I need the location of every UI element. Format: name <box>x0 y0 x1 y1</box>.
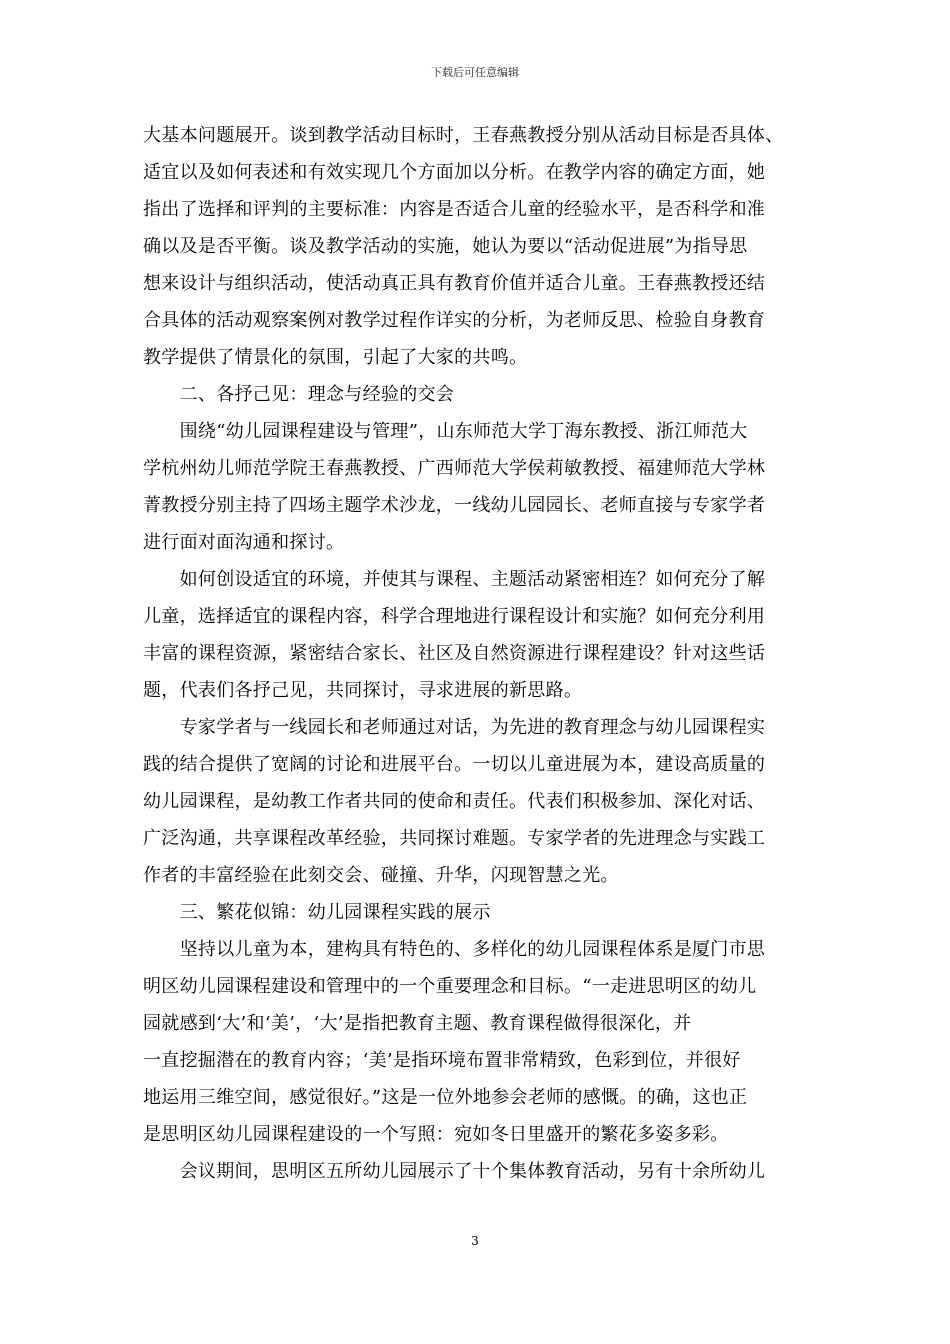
text-line: 幼儿园课程，是幼教工作者共同的使命和责任。代表们积极参加、深化对话、 <box>143 791 766 812</box>
document-body <box>143 117 807 1190</box>
text-line: 是思明区幼儿园课程建设的一个写照：宛如冬日里盛开的繁花多姿多彩。 <box>143 1124 729 1145</box>
text-line: 题，代表们各抒己见，共同探讨，寻求进展的新思路。 <box>143 680 583 701</box>
text-line: 地运用三维空间，感觉很好。”这是一位外地参会老师的感慨。的确，这也正 <box>143 1087 748 1108</box>
text-line: 儿童，选择适宜的课程内容，科学合理地进行课程设计和实施？如何充分利用 <box>143 606 766 627</box>
text-line: 一直挖掘潜在的教育内容；‘美’是指环境布置非常精致，色彩到位，并很好 <box>143 1050 741 1071</box>
section-heading: 三、繁花似锦：幼儿园课程实践的展示 <box>143 902 491 923</box>
section-heading: 二、各抒己见：理念与经验的交会 <box>143 384 455 405</box>
text-line: 践的结合提供了宽阔的讨论和进展平台。一切以儿童进展为本，建设高质量的 <box>143 754 766 775</box>
text-line: 想来设计与组织活动，使活动真正具有教育价值并适合儿童。王春燕教授还结 <box>143 273 766 294</box>
text-line: 专家学者与一线园长和老师通过对话，为先进的教育理念与幼儿园课程实 <box>143 717 766 738</box>
text-line: 进行面对面沟通和探讨。 <box>143 532 345 553</box>
text-line: 大基本问题展开。谈到教学活动目标时，王春燕教授分别从活动目标是否具体、 <box>143 125 784 146</box>
text-line: 学杭州幼儿师范学院王春燕教授、广西师范大学侯莉敏教授、福建师范大学林 <box>143 458 766 479</box>
text-line: 园就感到‘大’和‘美’，‘大’是指把教育主题、教育课程做得很深化，并 <box>143 1013 692 1034</box>
text-line: 指出了选择和评判的主要标准：内容是否适合儿童的经验水平，是否科学和准 <box>143 199 766 220</box>
text-line: 丰富的课程资源，紧密结合家长、社区及自然资源进行课程建设？针对这些话 <box>143 643 766 664</box>
text-line: 作者的丰富经验在此刻交会、碰撞、升华，闪现智慧之光。 <box>143 865 619 886</box>
text-line: 确以及是否平衡。谈及教学活动的实施，她认为要以“活动促进展”为指导思 <box>143 236 748 257</box>
text-line: 教学提供了情景化的氛围，引起了大家的共鸣。 <box>143 347 528 368</box>
text-line: 如何创设适宜的环境，并使其与课程、主题活动紧密相连？如何充分了解 <box>143 569 766 590</box>
text-line: 会议期间，思明区五所幼儿园展示了十个集体教育活动，另有十余所幼儿 <box>143 1161 766 1182</box>
text-line: 菁教授分别主持了四场主题学术沙龙，一线幼儿园园长、老师直接与专家学者 <box>143 495 766 516</box>
text-line: 围绕“幼儿园课程建设与管理”，山东师范大学丁海东教授、浙江师范大 <box>143 421 748 442</box>
page-header: 下载后可任意编辑 <box>431 66 519 79</box>
text-line: 明区幼儿园课程建设和管理中的一个重要理念和目标。“一走进思明区的幼儿 <box>143 976 757 997</box>
text-line: 坚持以儿童为本，建构具有特色的、多样化的幼儿园课程体系是厦门市思 <box>143 939 766 960</box>
page-number: 3 <box>471 1234 479 1248</box>
text-line: 广泛沟通，共享课程改革经验，共同探讨难题。专家学者的先进理念与实践工 <box>143 828 766 849</box>
text-line: 合具体的活动观察案例对教学过程作详实的分析，为老师反思、检验自身教育 <box>143 310 766 331</box>
text-line: 适宜以及如何表述和有效实现几个方面加以分析。在教学内容的确定方面，她 <box>143 162 766 183</box>
